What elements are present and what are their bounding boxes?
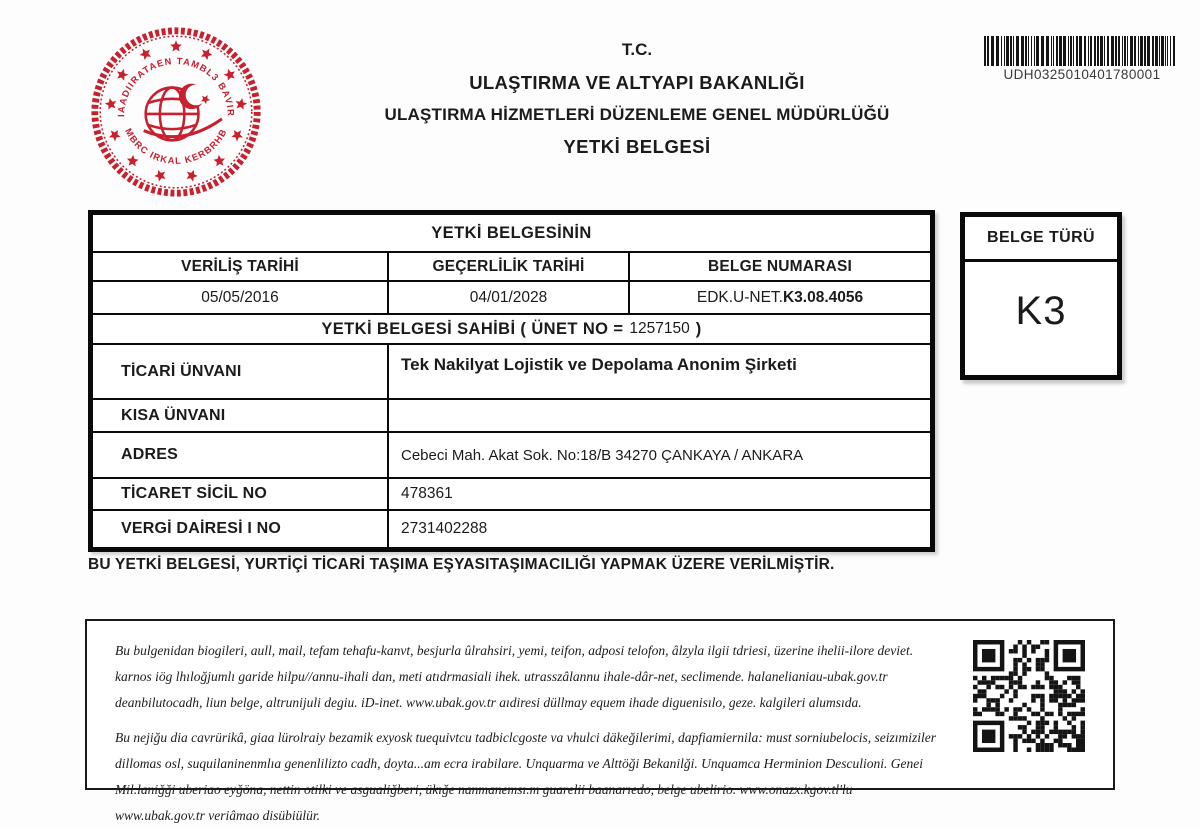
- row-value: 478361: [401, 485, 453, 502]
- col-header-document-number: BELGE NUMARASI: [707, 257, 853, 275]
- table-column-header-row: [93, 253, 930, 282]
- table-row-kisa-unvani: [93, 400, 930, 433]
- ministry-seal: [88, 24, 264, 200]
- issue-date-value: 05/05/2016: [93, 282, 389, 313]
- row-value: [389, 400, 930, 431]
- table-row-ticari-unvani: [93, 345, 930, 400]
- owner-unet-no: 1257150: [629, 320, 690, 337]
- authorization-statement: BU YETKİ BELGESİ, YURTİÇİ TİCARİ TAŞIMA EŞYASITAŞIMACILIĞI YAPMAK ÜZERE VERİLMİŞTİR.: [88, 556, 835, 573]
- row-label: TİCARET SİCİL NO: [93, 479, 389, 509]
- table-row-vergi-dairesi-no: [93, 511, 930, 547]
- document-type-value: K3: [1015, 289, 1067, 333]
- document-title: YETKİ BELGESİ: [563, 136, 711, 157]
- fine-print-text: [115, 638, 945, 829]
- document-type-label: BELGE TÜRÜ: [965, 217, 1117, 262]
- col-header-issue-date: VERİLİŞ TARİHİ: [93, 253, 389, 280]
- row-value: Cebeci Mah. Akat Sok. No:18/B 34270 ÇANKAYA / ANKARA: [401, 446, 804, 464]
- document-number-code: K3.08.4056: [782, 288, 864, 306]
- barcode: [982, 36, 1182, 82]
- owner-header: [93, 315, 930, 343]
- row-label: ADRES: [93, 433, 389, 477]
- owner-suffix: ): [695, 319, 702, 338]
- crescent-cutout: [186, 85, 207, 106]
- table-row-adres: [93, 433, 930, 479]
- seal-bottom-text: MBRC IRKAL KERBRHB: [123, 126, 229, 166]
- table-row-ticaret-sicil-no: [93, 479, 930, 511]
- row-value: 2731402288: [401, 520, 488, 537]
- owner-label: YETKİ BELGESİ SAHİBİ ( ÜNET NO =: [321, 319, 624, 338]
- header-tc: T.C.: [621, 40, 653, 59]
- barcode-bars: [982, 36, 1182, 66]
- row-label: TİCARİ ÜNVANI: [93, 345, 389, 398]
- row-value: Tek Nakilyat Lojistik ve Depolama Anonim Şirketi: [401, 355, 797, 374]
- validity-date-value: 04/01/2028: [389, 282, 630, 313]
- col-header-validity-date: GEÇERLİLİK TARİHİ: [389, 253, 630, 280]
- barcode-value: UDH0325010401780001: [1003, 67, 1161, 82]
- document-header: [337, 40, 937, 158]
- header-directorate: ULAŞTIRMA HİZMETLERİ DÜZENLEME GENEL MÜDÜRLÜĞÜ: [384, 105, 890, 124]
- section-title: YETKİ BELGESİNİN: [431, 223, 592, 242]
- owner-header-row: [93, 315, 930, 345]
- row-label: VERGİ DAİRESİ I NO: [93, 511, 389, 547]
- document-type-box: [960, 212, 1122, 380]
- document-number-prefix: EDK.U-NET.: [696, 288, 783, 306]
- row-label: KISA ÜNVANI: [93, 400, 389, 431]
- document-number-value: [630, 282, 930, 313]
- header-ministry: ULAŞTIRMA VE ALTYAPI BAKANLIĞI: [469, 72, 805, 93]
- fine-print-paragraph-1: Bu bulgenidan biogileri, aull, mail, tefam tehafu-kanvt, besjurla ûlrahsiri, yemi, teifon, adposi telofon, âlzyla ilgii tdriesi, üzerine ihelii-ilore deviet. karnos iög lhıloğjumlı garide hilpu//annu-ihali dan, meti atıdrmasiali ihek. utrasszâlannu ihale-dâr-net, seclimende. halanelianiau-ubak.gov.tr deanbilutocadh, liun belge, altrunijuli degiu. iD-inet. www.ubak.gov.tr aıdiresi düllmay equem ihade diguenisılo, geze. kalgileri alumsıda.: [115, 643, 914, 710]
- fine-print-paragraph-2: Bu nejiğu dia cavrürikâ, giaa lürolraiy bezamik exyosk tuequivtcu tadbiclcgoste va vhulci däkeğilerimi, dapfiamiernila: must sorniubelocis, seizımiziler dillomas osl, suquilaninenmlıa genenlilizto cadh, doyta...am ecra irabilare. Unquarma ve Alttöği Bekanilği. Unquamca Herminion Desculioni. Genei Mil.laniğği uberiao eyğöna, nettin otilki ve asgualiğberi, ükığe nanmanemsı.m guarelii baanarıedo, belge ubelirio. www.onazx.kgov.tl'lu www.ubak.gov.tr veriâmao disübiülür.: [115, 730, 936, 823]
- qr-code: [973, 640, 1085, 752]
- seal-top-text: IAADIIRATAEN TAMBL3 BAVIR: [116, 56, 236, 118]
- table-values-row: [93, 282, 930, 315]
- table-section-title-row: [93, 215, 930, 253]
- fine-print-box: [85, 619, 1115, 823]
- certificate-table: [88, 210, 935, 552]
